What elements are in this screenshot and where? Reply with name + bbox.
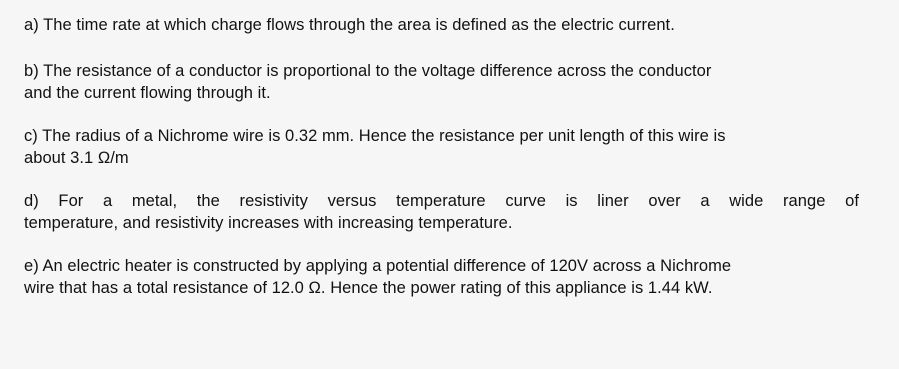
statement-b-line-2: and the current flowing through it. xyxy=(24,84,271,102)
statement-e-line-2: wire that has a total resistance of 12.0 Ω. Hence the power rating of this appliance is 1.44 kW. xyxy=(24,279,713,297)
statement-b-line-1: b) The resistance of a conductor is proportional to the voltage difference across the conductor xyxy=(24,62,712,80)
statement-d xyxy=(24,190,859,234)
statement-a-line-1: a) The time rate at which charge flows through the area is defined as the electric current. xyxy=(24,16,675,34)
statement-a xyxy=(24,14,859,36)
statement-c-line-2: about 3.1 Ω/m xyxy=(24,149,129,167)
statement-d-line-1: d) For a metal, the resistivity versus temperature curve is liner over a wide range of xyxy=(24,192,859,210)
statement-e-line-1: e) An electric heater is constructed by applying a potential difference of 120V across a Nichrome xyxy=(24,257,732,275)
statement-c xyxy=(24,125,859,169)
statement-c-line-1: c) The radius of a Nichrome wire is 0.32 mm. Hence the resistance per unit length of this wire is xyxy=(24,127,726,145)
statement-d-line-2: temperature, and resistivity increases with increasing temperature. xyxy=(24,214,513,232)
statement-e xyxy=(24,255,859,299)
statement-b xyxy=(24,60,859,104)
